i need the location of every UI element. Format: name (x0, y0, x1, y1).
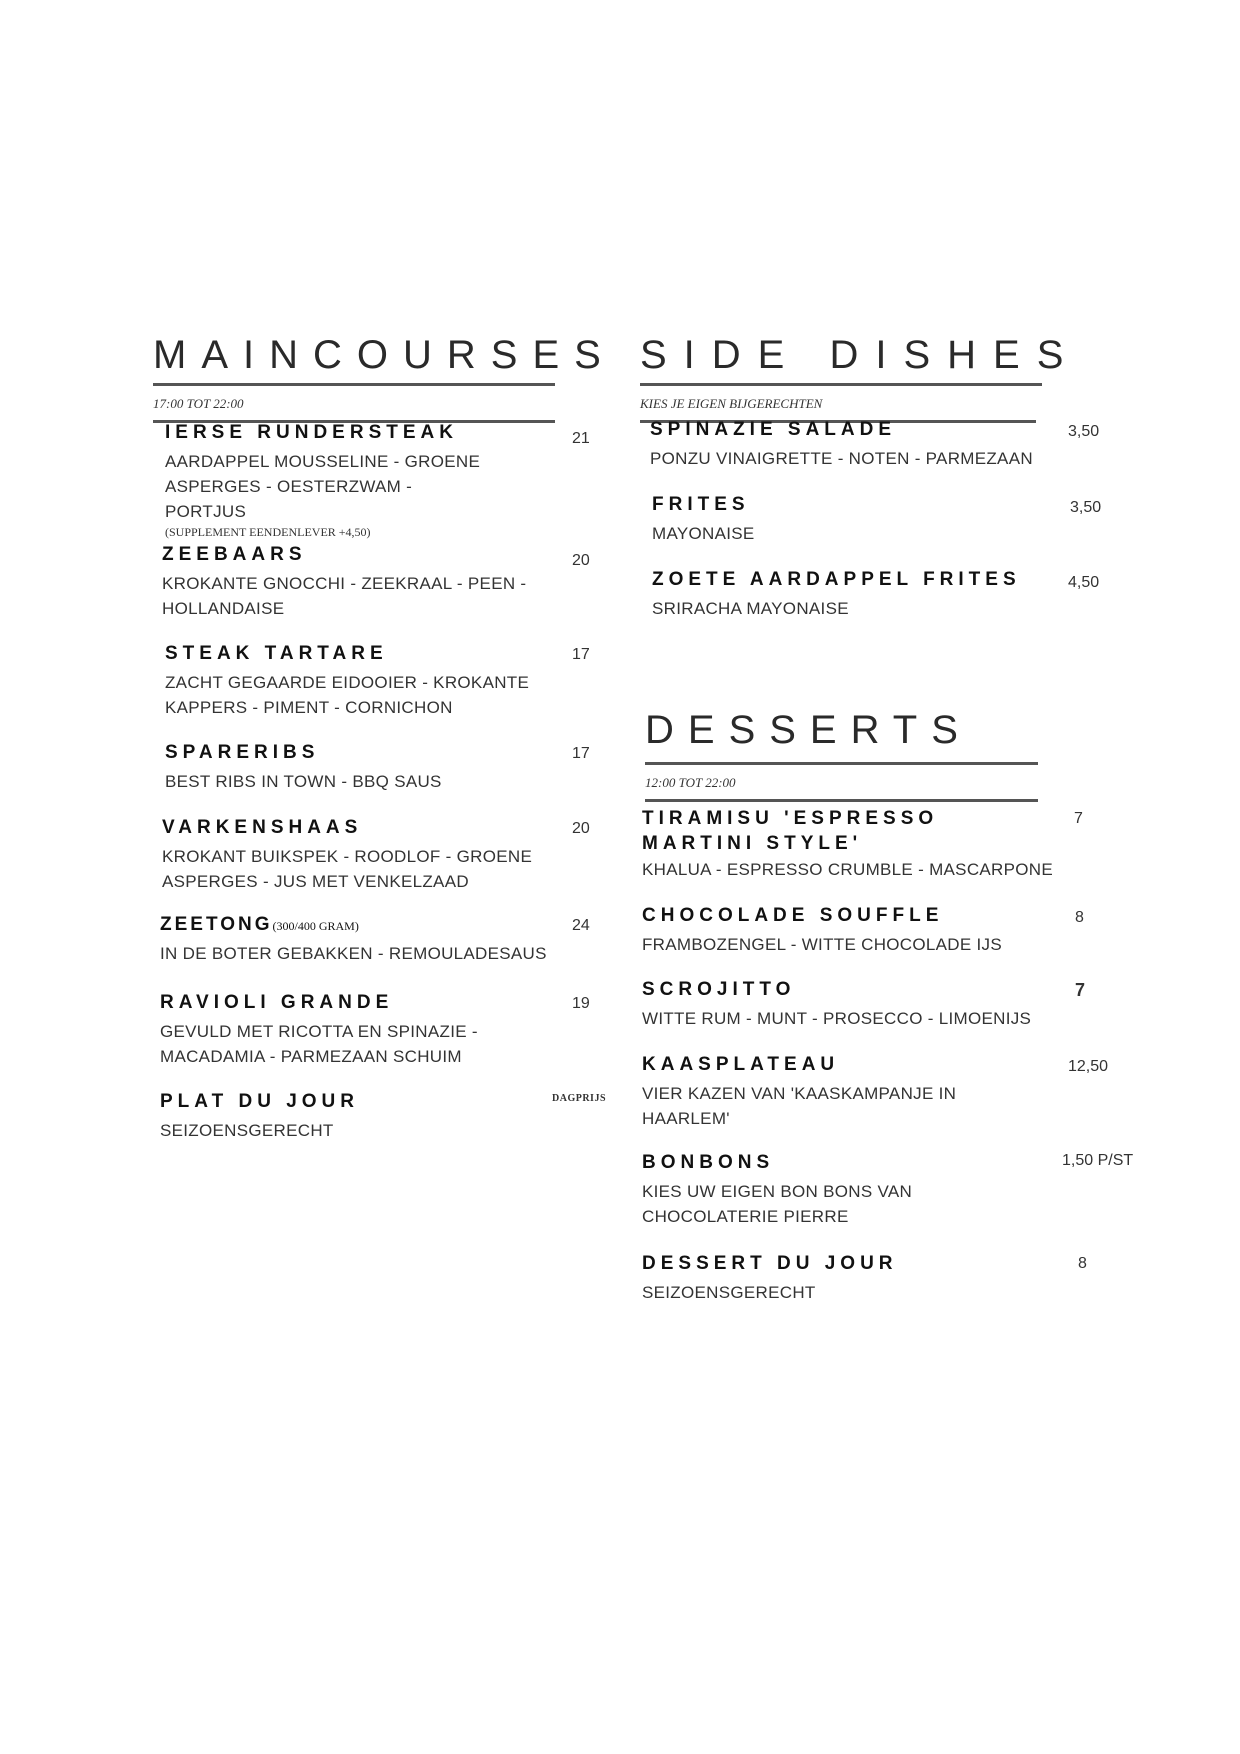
main-courses-title-rule (153, 383, 555, 386)
item-supplement-note: (SUPPLEMENT EENDENLEVER +4,50) (165, 524, 371, 539)
item-description: KIES UW EIGEN BON BONS VAN CHOCOLATERIE PIERRE (642, 1181, 913, 1226)
item-name: ZOETE AARDAPPEL FRITES (652, 569, 1021, 590)
menu-item-steak-tartare (165, 644, 545, 720)
item-price: 7 (1075, 980, 1086, 1000)
desserts-subtitle-rule (645, 799, 1038, 802)
item-price: 1,50 P/ST (1062, 1152, 1134, 1169)
item-name: VARKENSHAAS (162, 817, 363, 838)
item-description: PONZU VINAIGRETTE - NOTEN - PARMEZAAN (650, 448, 1033, 468)
main-courses-hours: 17:00 TOT 22:00 (153, 396, 244, 411)
side-item-zoete-aardappel-frites (652, 570, 1072, 621)
menu-item-ierse-rundersteak (165, 423, 545, 540)
item-name: CHOCOLADE SOUFFLE (642, 905, 944, 926)
menu-item-varkenshaas (162, 818, 552, 894)
item-price: 8 (1078, 1255, 1087, 1272)
item-name: PLAT DU JOUR (160, 1091, 359, 1112)
desserts-title: DESSERTS (645, 708, 972, 752)
item-description: GEVULD MET RICOTTA EN SPINAZIE - MACADAMIA - PARMEZAAN SCHUIM (160, 1021, 478, 1066)
menu-item-zeetong (160, 915, 560, 966)
item-price: 20 (572, 552, 590, 569)
dessert-item-scrojitto (642, 980, 1062, 1031)
item-price: 17 (572, 745, 590, 762)
main-courses-section (153, 333, 616, 423)
item-price: 20 (572, 820, 590, 837)
item-description: AARDAPPEL MOUSSELINE - GROENE ASPERGES - OESTERZWAM - PORTJUS (165, 451, 481, 521)
item-name (160, 915, 560, 936)
menu-item-zeebaars (162, 545, 542, 621)
item-description: SEIZOENSGERECHT (160, 1120, 334, 1140)
item-price: 3,50 (1070, 499, 1102, 516)
item-description: IN DE BOTER GEBAKKEN - REMOULADESAUS (160, 943, 547, 963)
desserts-section (645, 710, 1038, 802)
item-price: 21 (572, 430, 590, 447)
side-dishes-title: SIDE DISHES (640, 333, 1081, 377)
main-courses-title: MAINCOURSES (153, 333, 616, 377)
item-price: 17 (572, 646, 590, 663)
menu-item-spareribs (165, 743, 545, 794)
item-description: MAYONAISE (652, 523, 755, 543)
item-name: SPARERIBS (165, 742, 320, 763)
item-price: 4,50 (1068, 574, 1100, 591)
side-dishes-section (640, 333, 1081, 423)
item-price: 3,50 (1068, 423, 1100, 440)
item-price: 19 (572, 995, 590, 1012)
desserts-hours: 12:00 TOT 22:00 (645, 775, 736, 790)
item-description: KROKANT BUIKSPEK - ROODLOF - GROENE ASPERGES - JUS MET VENKELZAAD (162, 846, 533, 891)
side-item-frites (652, 495, 1052, 546)
desserts-title-rule (645, 762, 1038, 765)
item-description: VIER KAZEN VAN 'KAASKAMPANJE IN HAARLEM' (642, 1083, 957, 1128)
item-name: SPINAZIE SALADE (650, 419, 897, 440)
item-description: KROKANTE GNOCCHI - ZEEKRAAL - PEEN - HOLLANDAISE (162, 573, 527, 618)
item-price: DAGPRIJS (552, 1093, 607, 1104)
item-description: FRAMBOZENGEL - WITTE CHOCOLADE IJS (642, 934, 1002, 954)
item-name: STEAK TARTARE (165, 643, 388, 664)
item-name: TIRAMISU 'ESPRESSO MARTINI STYLE' (642, 808, 939, 854)
dessert-item-tiramisu (642, 806, 1062, 882)
side-dishes-subtitle: KIES JE EIGEN BIJGERECHTEN (640, 396, 823, 411)
item-name: RAVIOLI GRANDE (160, 992, 394, 1013)
dessert-item-chocolade-souffle (642, 906, 1062, 957)
side-item-spinazie-salade (650, 420, 1070, 471)
dessert-item-bonbons (642, 1153, 1062, 1229)
item-price: 7 (1074, 810, 1083, 827)
item-description: WITTE RUM - MUNT - PROSECCO - LIMOENIJS (642, 1008, 1032, 1028)
item-description: SEIZOENSGERECHT (642, 1282, 816, 1302)
item-description: BEST RIBS IN TOWN - BBQ SAUS (165, 771, 442, 791)
item-name: IERSE RUNDERSTEAK (165, 422, 458, 443)
item-name: ZEEBAARS (162, 544, 307, 565)
item-weight-note: (300/400 GRAM) (272, 919, 359, 933)
item-name: DESSERT DU JOUR (642, 1253, 898, 1274)
dessert-item-kaasplateau (642, 1055, 1062, 1131)
item-price: 24 (572, 917, 590, 934)
dessert-item-dessert-du-jour (642, 1254, 1062, 1305)
item-name: KAASPLATEAU (642, 1054, 840, 1075)
side-dishes-title-rule (640, 383, 1042, 386)
item-price: 12,50 (1068, 1058, 1109, 1075)
item-description: SRIRACHA MAYONAISE (652, 598, 849, 618)
item-name: BONBONS (642, 1152, 775, 1173)
item-name: FRITES (652, 494, 750, 515)
menu-item-ravioli-grande (160, 993, 540, 1069)
item-description: ZACHT GEGAARDE EIDOOIER - KROKANTE KAPPERS - PIMENT - CORNICHON (165, 672, 530, 717)
item-name-text: ZEETONG (160, 914, 273, 935)
item-name: SCROJITTO (642, 979, 796, 1000)
menu-item-plat-du-jour (160, 1092, 540, 1143)
item-price: 8 (1075, 909, 1084, 926)
item-description: KHALUA - ESPRESSO CRUMBLE - MASCARPONE (642, 860, 1053, 879)
